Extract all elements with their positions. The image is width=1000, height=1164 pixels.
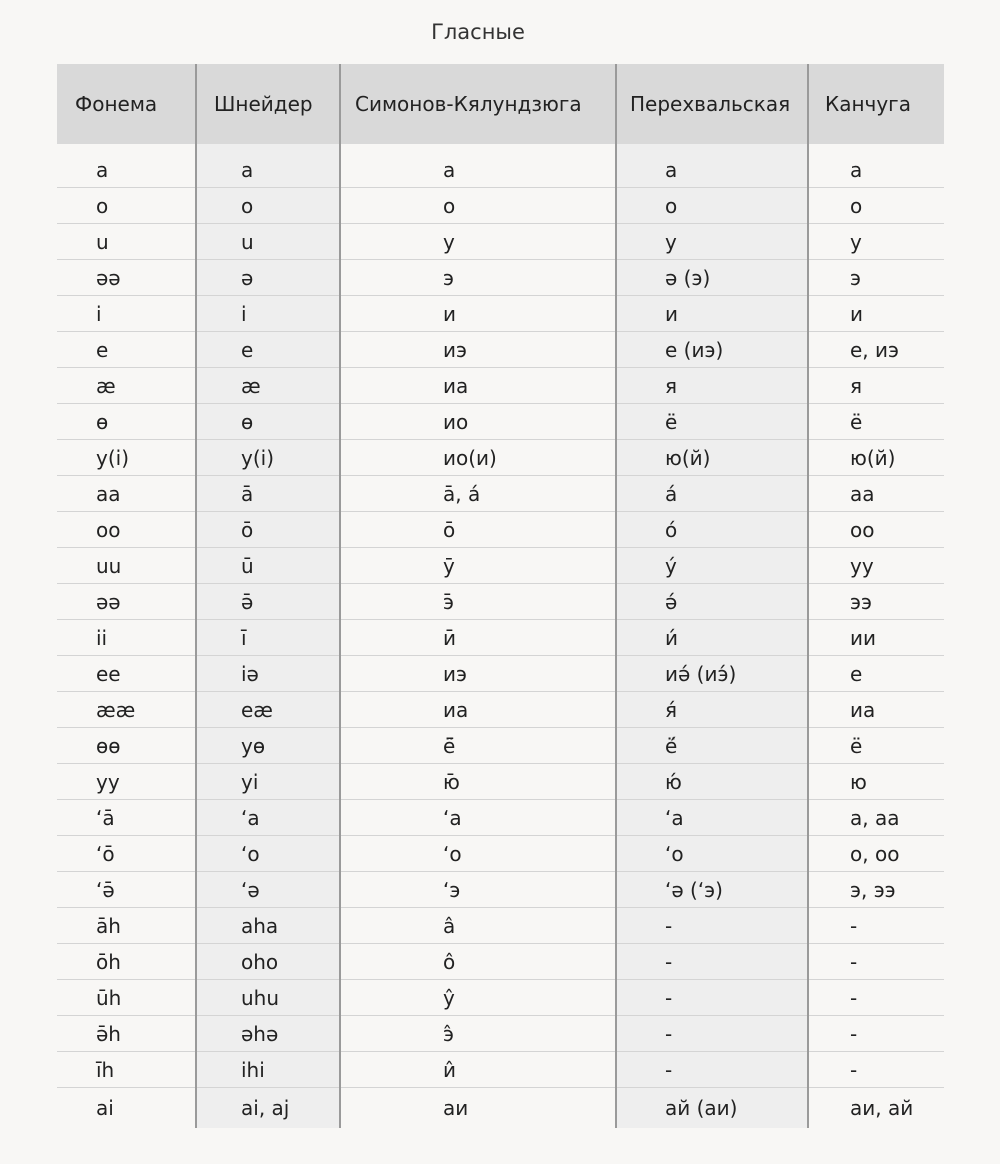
cell-phoneme: ə̄h [57, 1016, 196, 1052]
cell-perekhvalskaya: и́ [616, 620, 808, 656]
cell-simonov-kyalundzyuga: о [340, 188, 616, 224]
spacer-cell [57, 144, 196, 152]
table-row [57, 1088, 944, 1129]
cell-simonov-kyalundzyuga: ё̄ [340, 728, 616, 764]
table-row [57, 332, 944, 368]
cell-phoneme: aa [57, 476, 196, 512]
table-row [57, 620, 944, 656]
cell-kanchuga: е [808, 656, 944, 692]
cell-schneider: aha [196, 908, 340, 944]
table-row [57, 764, 944, 800]
table-row [57, 224, 944, 260]
cell-kanchuga: ээ [808, 584, 944, 620]
column-header-kanchuga: Канчуга [808, 64, 944, 144]
cell-simonov-kyalundzyuga: иэ [340, 656, 616, 692]
cell-schneider: ɵ [196, 404, 340, 440]
table-row [57, 512, 944, 548]
cell-phoneme: ɵɵ [57, 728, 196, 764]
cell-phoneme: ʻə̄ [57, 872, 196, 908]
cell-perekhvalskaya: иə́ (иэ́) [616, 656, 808, 692]
cell-phoneme: i [57, 296, 196, 332]
cell-kanchuga: оо [808, 512, 944, 548]
cell-schneider: i [196, 296, 340, 332]
cell-simonov-kyalundzyuga: э̂ [340, 1016, 616, 1052]
cell-phoneme: uu [57, 548, 196, 584]
cell-kanchuga: ё [808, 728, 944, 764]
table-row [57, 656, 944, 692]
cell-schneider: y(i) [196, 440, 340, 476]
cell-schneider: ʻo [196, 836, 340, 872]
cell-phoneme: yy [57, 764, 196, 800]
table-row [57, 404, 944, 440]
cell-simonov-kyalundzyuga: ā, а́ [340, 476, 616, 512]
cell-schneider: ō [196, 512, 340, 548]
cell-kanchuga: уу [808, 548, 944, 584]
spacer-cell [808, 144, 944, 152]
cell-schneider: e [196, 332, 340, 368]
cell-simonov-kyalundzyuga: и [340, 296, 616, 332]
cell-schneider: eæ [196, 692, 340, 728]
cell-schneider: u [196, 224, 340, 260]
cell-phoneme: ii [57, 620, 196, 656]
cell-schneider: ihi [196, 1052, 340, 1088]
cell-kanchuga: а, аа [808, 800, 944, 836]
cell-phoneme: ūh [57, 980, 196, 1016]
cell-simonov-kyalundzyuga: о̂ [340, 944, 616, 980]
cell-simonov-kyalundzyuga: аи [340, 1088, 616, 1129]
table-row [57, 800, 944, 836]
table-row [57, 152, 944, 188]
cell-simonov-kyalundzyuga: а̂ [340, 908, 616, 944]
table-row [57, 584, 944, 620]
cell-perekhvalskaya: - [616, 944, 808, 980]
cell-kanchuga: о [808, 188, 944, 224]
cell-simonov-kyalundzyuga: а [340, 152, 616, 188]
cell-schneider: oho [196, 944, 340, 980]
cell-perekhvalskaya: е (иэ) [616, 332, 808, 368]
cell-schneider: yɵ [196, 728, 340, 764]
table-row [57, 944, 944, 980]
cell-kanchuga: э [808, 260, 944, 296]
table-row [57, 1016, 944, 1052]
column-header-simonov-kyalundzyuga: Симонов-Кялундзюга [340, 64, 616, 144]
cell-perekhvalskaya: - [616, 1016, 808, 1052]
cell-perekhvalskaya: о́ [616, 512, 808, 548]
cell-perekhvalskaya: ə́ [616, 584, 808, 620]
cell-phoneme: əə [57, 260, 196, 296]
table-row [57, 260, 944, 296]
table-caption: Гласные [431, 20, 525, 44]
cell-simonov-kyalundzyuga: ō [340, 512, 616, 548]
cell-perekhvalskaya: ай (аи) [616, 1088, 808, 1129]
column-header-schneider: Шнейдер [196, 64, 340, 144]
cell-perekhvalskaya: ə (э) [616, 260, 808, 296]
cell-kanchuga: э, ээ [808, 872, 944, 908]
spacer-cell [616, 144, 808, 152]
cell-phoneme: āh [57, 908, 196, 944]
vowels-table [57, 64, 944, 1128]
cell-schneider: əhə [196, 1016, 340, 1052]
table-row [57, 908, 944, 944]
cell-kanchuga: аа [808, 476, 944, 512]
cell-phoneme: ee [57, 656, 196, 692]
cell-kanchuga: ю [808, 764, 944, 800]
cell-simonov-kyalundzyuga: ʻа [340, 800, 616, 836]
cell-perekhvalskaya: у [616, 224, 808, 260]
cell-phoneme: y(i) [57, 440, 196, 476]
cell-simonov-kyalundzyuga: ӣ [340, 620, 616, 656]
table-row [57, 476, 944, 512]
table-row [57, 692, 944, 728]
cell-perekhvalskaya: ʻо [616, 836, 808, 872]
cell-phoneme: e [57, 332, 196, 368]
cell-perekhvalskaya: и [616, 296, 808, 332]
cell-kanchuga: а [808, 152, 944, 188]
table-row [57, 1052, 944, 1088]
cell-perekhvalskaya: - [616, 1052, 808, 1088]
cell-perekhvalskaya: а [616, 152, 808, 188]
cell-perekhvalskaya: - [616, 908, 808, 944]
table-row [57, 548, 944, 584]
cell-phoneme: a [57, 152, 196, 188]
cell-simonov-kyalundzyuga: у̂ [340, 980, 616, 1016]
cell-simonov-kyalundzyuga: ʻэ [340, 872, 616, 908]
cell-perekhvalskaya: ё [616, 404, 808, 440]
cell-perekhvalskaya: а́ [616, 476, 808, 512]
table-row [57, 296, 944, 332]
cell-schneider: ai, aj [196, 1088, 340, 1129]
cell-kanchuga: ю(й) [808, 440, 944, 476]
cell-kanchuga: ё [808, 404, 944, 440]
cell-kanchuga: ии [808, 620, 944, 656]
cell-schneider: ʻa [196, 800, 340, 836]
cell-simonov-kyalundzyuga: э̄ [340, 584, 616, 620]
cell-simonov-kyalundzyuga: ʻо [340, 836, 616, 872]
cell-phoneme: æ [57, 368, 196, 404]
cell-schneider: ī [196, 620, 340, 656]
spacer-cell [340, 144, 616, 152]
cell-perekhvalskaya: о [616, 188, 808, 224]
cell-kanchuga: о, оо [808, 836, 944, 872]
cell-schneider: ə̄ [196, 584, 340, 620]
cell-simonov-kyalundzyuga: э [340, 260, 616, 296]
cell-phoneme: ææ [57, 692, 196, 728]
cell-perekhvalskaya: ё́ [616, 728, 808, 764]
cell-phoneme: ɵ [57, 404, 196, 440]
table-row [57, 836, 944, 872]
cell-schneider: ʻə [196, 872, 340, 908]
cell-simonov-kyalundzyuga: иа [340, 368, 616, 404]
spacer-row [57, 144, 944, 152]
cell-perekhvalskaya: ʻə (ʻэ) [616, 872, 808, 908]
cell-perekhvalskaya: ю́ [616, 764, 808, 800]
cell-phoneme: ʻā [57, 800, 196, 836]
cell-schneider: yi [196, 764, 340, 800]
cell-kanchuga: иа [808, 692, 944, 728]
cell-kanchuga: - [808, 980, 944, 1016]
cell-schneider: iə [196, 656, 340, 692]
cell-simonov-kyalundzyuga: иэ [340, 332, 616, 368]
cell-kanchuga: аи, ай [850, 1096, 914, 1120]
cell-schneider: a [196, 152, 340, 188]
cell-perekhvalskaya: - [616, 980, 808, 1016]
cell-schneider: ə [196, 260, 340, 296]
table-row [57, 368, 944, 404]
cell-perekhvalskaya: ю(й) [616, 440, 808, 476]
cell-perekhvalskaya: я [616, 368, 808, 404]
cell-schneider: æ [196, 368, 340, 404]
cell-phoneme: ai [57, 1088, 196, 1129]
cell-phoneme: o [57, 188, 196, 224]
cell-schneider: o [196, 188, 340, 224]
spacer-cell [196, 144, 340, 152]
cell-simonov-kyalundzyuga: и̂ [340, 1052, 616, 1088]
cell-schneider: ā [196, 476, 340, 512]
column-header-phoneme: Фонема [57, 64, 196, 144]
cell-kanchuga: - [808, 1052, 944, 1088]
cell-simonov-kyalundzyuga: у [340, 224, 616, 260]
cell-kanchuga: - [808, 1016, 944, 1052]
cell-simonov-kyalundzyuga: ӯ [340, 548, 616, 584]
cell-phoneme: īh [57, 1052, 196, 1088]
cell-phoneme: u [57, 224, 196, 260]
table-row [57, 980, 944, 1016]
cell-phoneme: ōh [57, 944, 196, 980]
cell-kanchuga: у [808, 224, 944, 260]
table-body [57, 144, 944, 1128]
cell-simonov-kyalundzyuga: ю̄ [340, 764, 616, 800]
cell-simonov-kyalundzyuga: ио(и) [340, 440, 616, 476]
cell-kanchuga: е, иэ [808, 332, 944, 368]
cell-schneider: uhu [196, 980, 340, 1016]
cell-kanchuga: - [808, 908, 944, 944]
table-row [57, 440, 944, 476]
cell-phoneme: oo [57, 512, 196, 548]
cell-kanchuga: и [808, 296, 944, 332]
table-row [57, 728, 944, 764]
table-row [57, 872, 944, 908]
cell-phoneme: ʻō [57, 836, 196, 872]
cell-perekhvalskaya: ʻа [616, 800, 808, 836]
cell-simonov-kyalundzyuga: ио [340, 404, 616, 440]
cell-perekhvalskaya: я́ [616, 692, 808, 728]
cell-phoneme: əə [57, 584, 196, 620]
column-header-perekhvalskaya: Перехвальская [616, 64, 808, 144]
cell-schneider: ū [196, 548, 340, 584]
cell-simonov-kyalundzyuga: иа [340, 692, 616, 728]
cell-kanchuga: я [808, 368, 944, 404]
cell-perekhvalskaya: у́ [616, 548, 808, 584]
table-row [57, 188, 944, 224]
cell-kanchuga: - [808, 944, 944, 980]
header-row [57, 64, 944, 144]
